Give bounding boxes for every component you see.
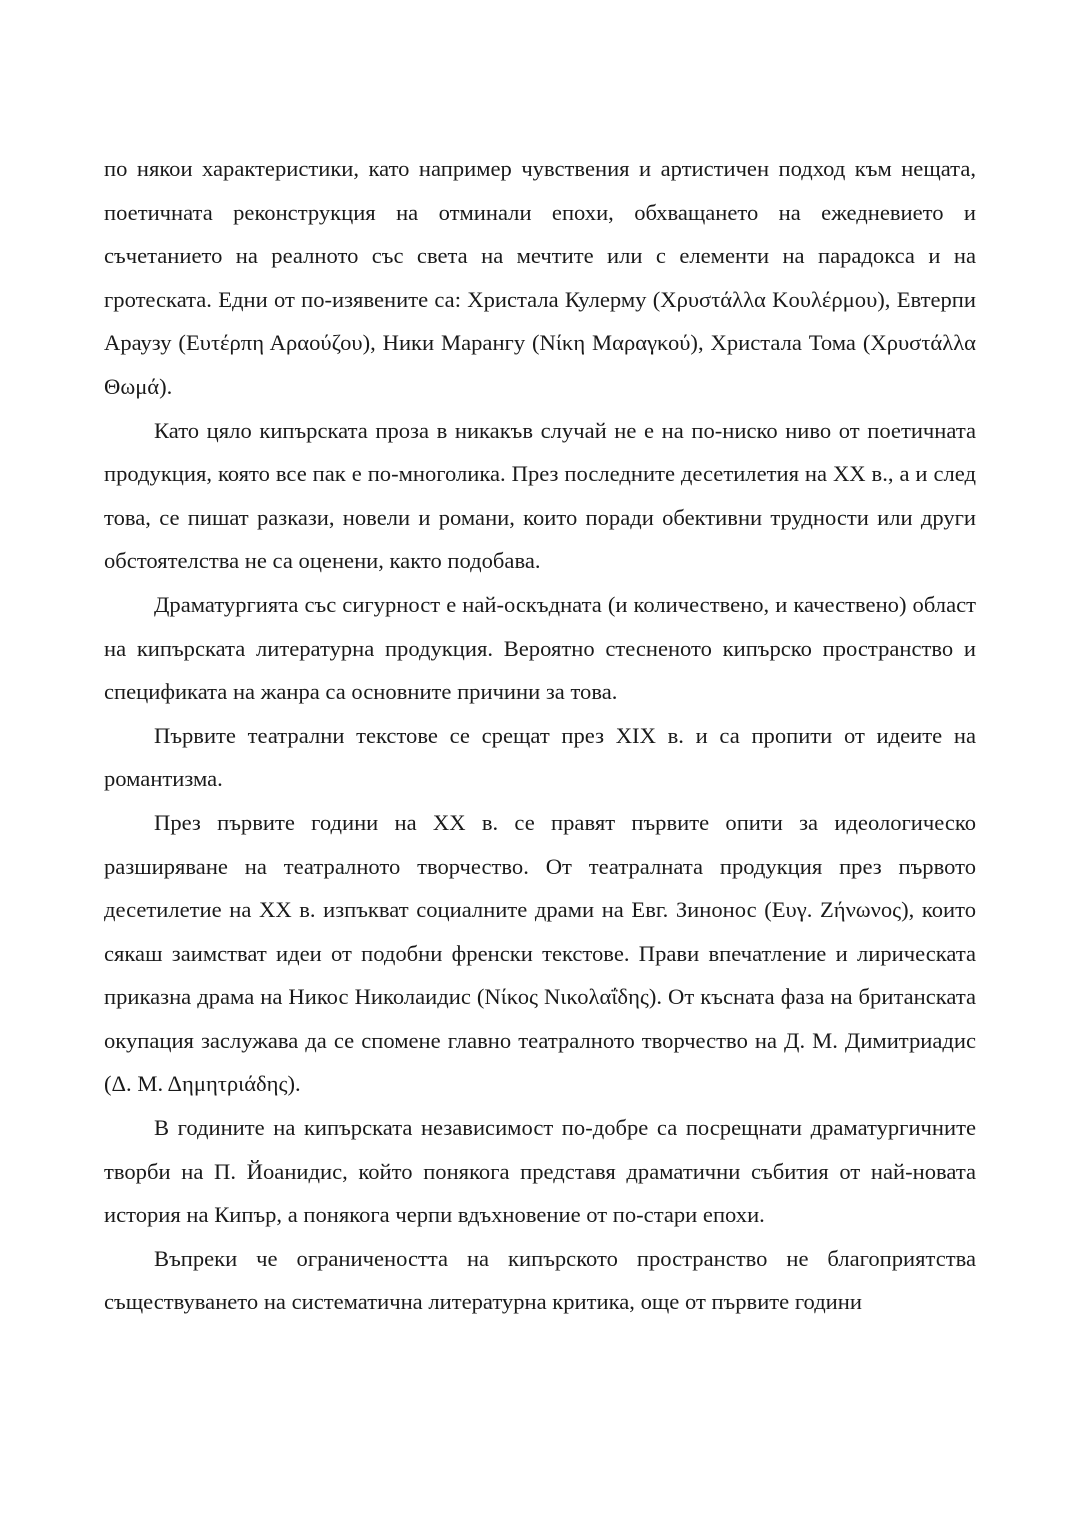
paragraph-independence-years: В годините на кипърската независимост по-добре са посрещнати драматургичните творби на П. Йоанидис, който понякога представя драматични събития от най-новата история на Кипър, а понякога черпи вдъхновение от по-стари епохи. xyxy=(104,1115,976,1228)
document-page xyxy=(104,147,976,1324)
paragraph-early-20th-century: През първите години на XX в. се правят първите опити за идеологическо разширяване на театралното творчество. От театралната продукция през първото десетилетие на XX в. изпъкват социалните драми на Евг. Зинонос (Ευγ. Ζήνωνος), които сякаш заимстват идеи от подобни френски текстове. Прави впечатление и лирическата приказна драма на Никос Николаидис (Νίκος Νικολαΐδης). От късната фаза на британската окупация заслужава да се спомене главно театралното творчество на Д. М. Димитриадис (Δ. Μ. Δημητριάδης). xyxy=(104,809,976,1097)
paragraph-literary-criticism: Въпреки че ограничеността на кипърското пространство не благоприятства съществуването на систематична литературна критика, още от първите години xyxy=(104,1245,976,1315)
paragraph-prose: Като цяло кипърската проза в никакъв случай не е на по-ниско ниво от поетичната продукция, която все пак е по-многолика. През последните десетилетия на XX в., а и след това, се пишат разкази, новели и романи, които поради обективни трудности или други обстоятелства не са оценени, както подобава. xyxy=(104,417,976,574)
paragraph-drama: Драматургията със сигурност е най-оскъдната (и количествено, и качествено) област на кипърската литературна продукция. Вероятно стесненото кипърско пространство и спецификата на жанра са основните причини за това. xyxy=(104,591,976,705)
paragraph-poetesses: по някои характеристики, като например чувствения и артистичен подход към нещата, поетичната реконструкция на отминали епохи, обхващането на ежедневието и съчетанието на реалното със света на мечтите или с елементи на парадокса и на гротеската. Едни от по-изявените са: Христала Кулерму (Χρυστάλλα Κουλέρμου), Евтерпи Араузу (Ευτέρπη Αραούζου), Ники Марангу (Νίκη Μαραγκού), Христала Тома (Χρυστάλλα Θωμά). xyxy=(104,156,976,399)
paragraph-first-theatre-texts: Първите театрални текстове се срещат през XIX в. и са пропити от идеите на романтизма. xyxy=(104,722,976,792)
